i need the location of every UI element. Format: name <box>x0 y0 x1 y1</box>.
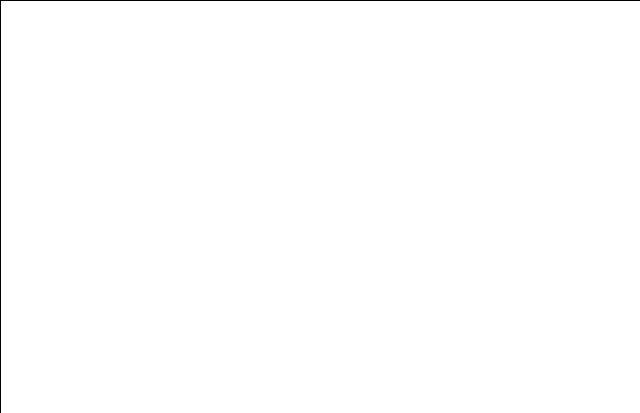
grid-left-border <box>0 0 1 413</box>
grid-top-border <box>0 0 640 1</box>
